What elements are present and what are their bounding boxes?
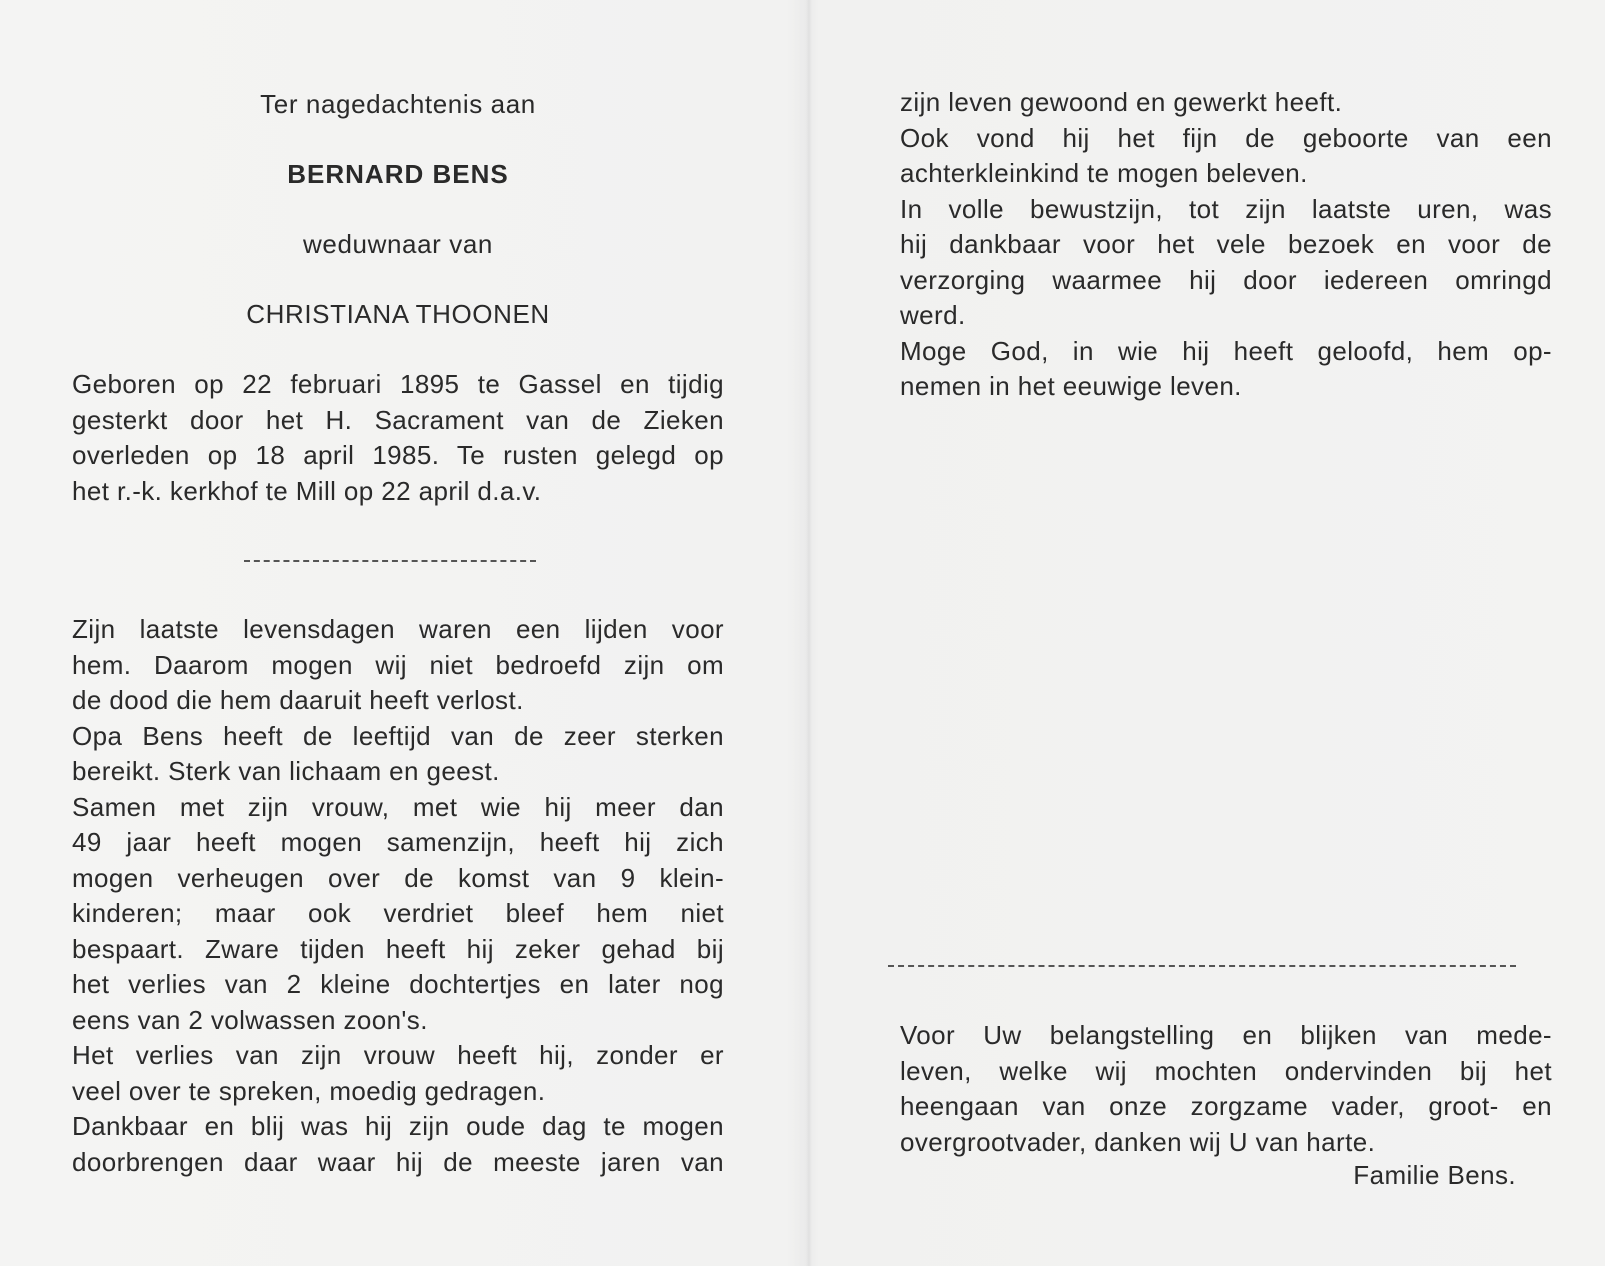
left-page [72, 0, 724, 1266]
text-line: overleden op 18 april 1985. Te rusten gelegd op [72, 440, 724, 470]
text-line: gesterkt door het H. Sacrament van de Zieken [72, 404, 724, 435]
family-signature: Familie Bens. [1353, 1160, 1516, 1190]
text-line: doorbrengen daar waar hij de meeste jaren van [72, 1146, 724, 1177]
text-line: kinderen; maar ook verdriet bleef hem niet [72, 898, 724, 928]
section-divider [888, 965, 1516, 967]
text-line: Het verlies van zijn vrouw heeft hij, zonder er [72, 1040, 724, 1070]
text-line: In volle bewustzijn, tot zijn laatste uren, was [900, 193, 1552, 224]
spouse-name: CHRISTIANA THOONEN [246, 299, 550, 329]
text-line: Ook vond hij het fijn de geboorte van een [900, 122, 1552, 153]
memorial-intro: Ter nagedachtenis aan [260, 89, 536, 119]
text-line: Geboren op 22 februari 1895 te Gassel en tijdig [72, 369, 724, 399]
section-divider [244, 560, 536, 562]
deceased-name: BERNARD BENS [287, 159, 509, 189]
text-line: veel over te spreken, moedig gedragen. [72, 1075, 546, 1106]
text-line: mogen verheugen over de komst van 9 klein- [72, 862, 724, 893]
text-line: bespaart. Zware tijden heeft hij zeker gehad bij [72, 933, 724, 964]
text-line: eens van 2 volwassen zoon's. [72, 1004, 428, 1035]
text-line: achterkleinkind te mogen beleven. [900, 158, 1308, 188]
text-line: Dankbaar en blij was hij zijn oude dag te mogen [72, 1111, 724, 1141]
card-fold-line [806, 0, 812, 1266]
thanks-paragraph [900, 1018, 1552, 1160]
text-line: 49 jaar heeft mogen samenzijn, heeft hij zich [72, 827, 724, 857]
text-line: werd. [900, 300, 966, 330]
text-line: de dood die hem daaruit heeft verlost. [72, 685, 524, 715]
text-line: Moge God, in wie hij heeft geloofd, hem op- [900, 335, 1552, 366]
memorial-text [72, 612, 724, 1180]
text-line: nemen in het eeuwige leven. [900, 371, 1242, 401]
text-line: heengaan van onze zorgzame vader, groot- en [900, 1091, 1552, 1121]
relation-label: weduwnaar van [303, 229, 493, 259]
text-line: Samen met zijn vrouw, met wie hij meer dan [72, 791, 724, 822]
text-line: zijn leven gewoond en gewerkt heeft. [900, 87, 1343, 117]
birth-death-paragraph [72, 367, 724, 509]
text-line: hij dankbaar voor het vele bezoek en voor de [900, 229, 1552, 259]
text-line: leven, welke wij mochten ondervinden bij het [900, 1055, 1552, 1086]
text-line: bereikt. Sterk van lichaam en geest. [72, 756, 500, 786]
text-line: overgrootvader, danken wij U van harte. [900, 1126, 1376, 1157]
text-line: hem. Daarom mogen wij niet bedroefd zijn om [72, 649, 724, 680]
memorial-text-continued [900, 85, 1552, 405]
right-page [900, 0, 1552, 1266]
text-line: het verlies van 2 kleine dochtertjes en later nog [72, 969, 724, 999]
text-line: Opa Bens heeft de leeftijd van de zeer sterken [72, 720, 724, 751]
text-line: het r.-k. kerkhof te Mill op 22 april d.a.v. [72, 475, 542, 506]
text-line: Zijn laatste levensdagen waren een lijden voor [72, 614, 724, 644]
text-line: verzorging waarmee hij door iedereen omringd [900, 264, 1552, 295]
text-line: Voor Uw belangstelling en blijken van mede- [900, 1020, 1552, 1050]
